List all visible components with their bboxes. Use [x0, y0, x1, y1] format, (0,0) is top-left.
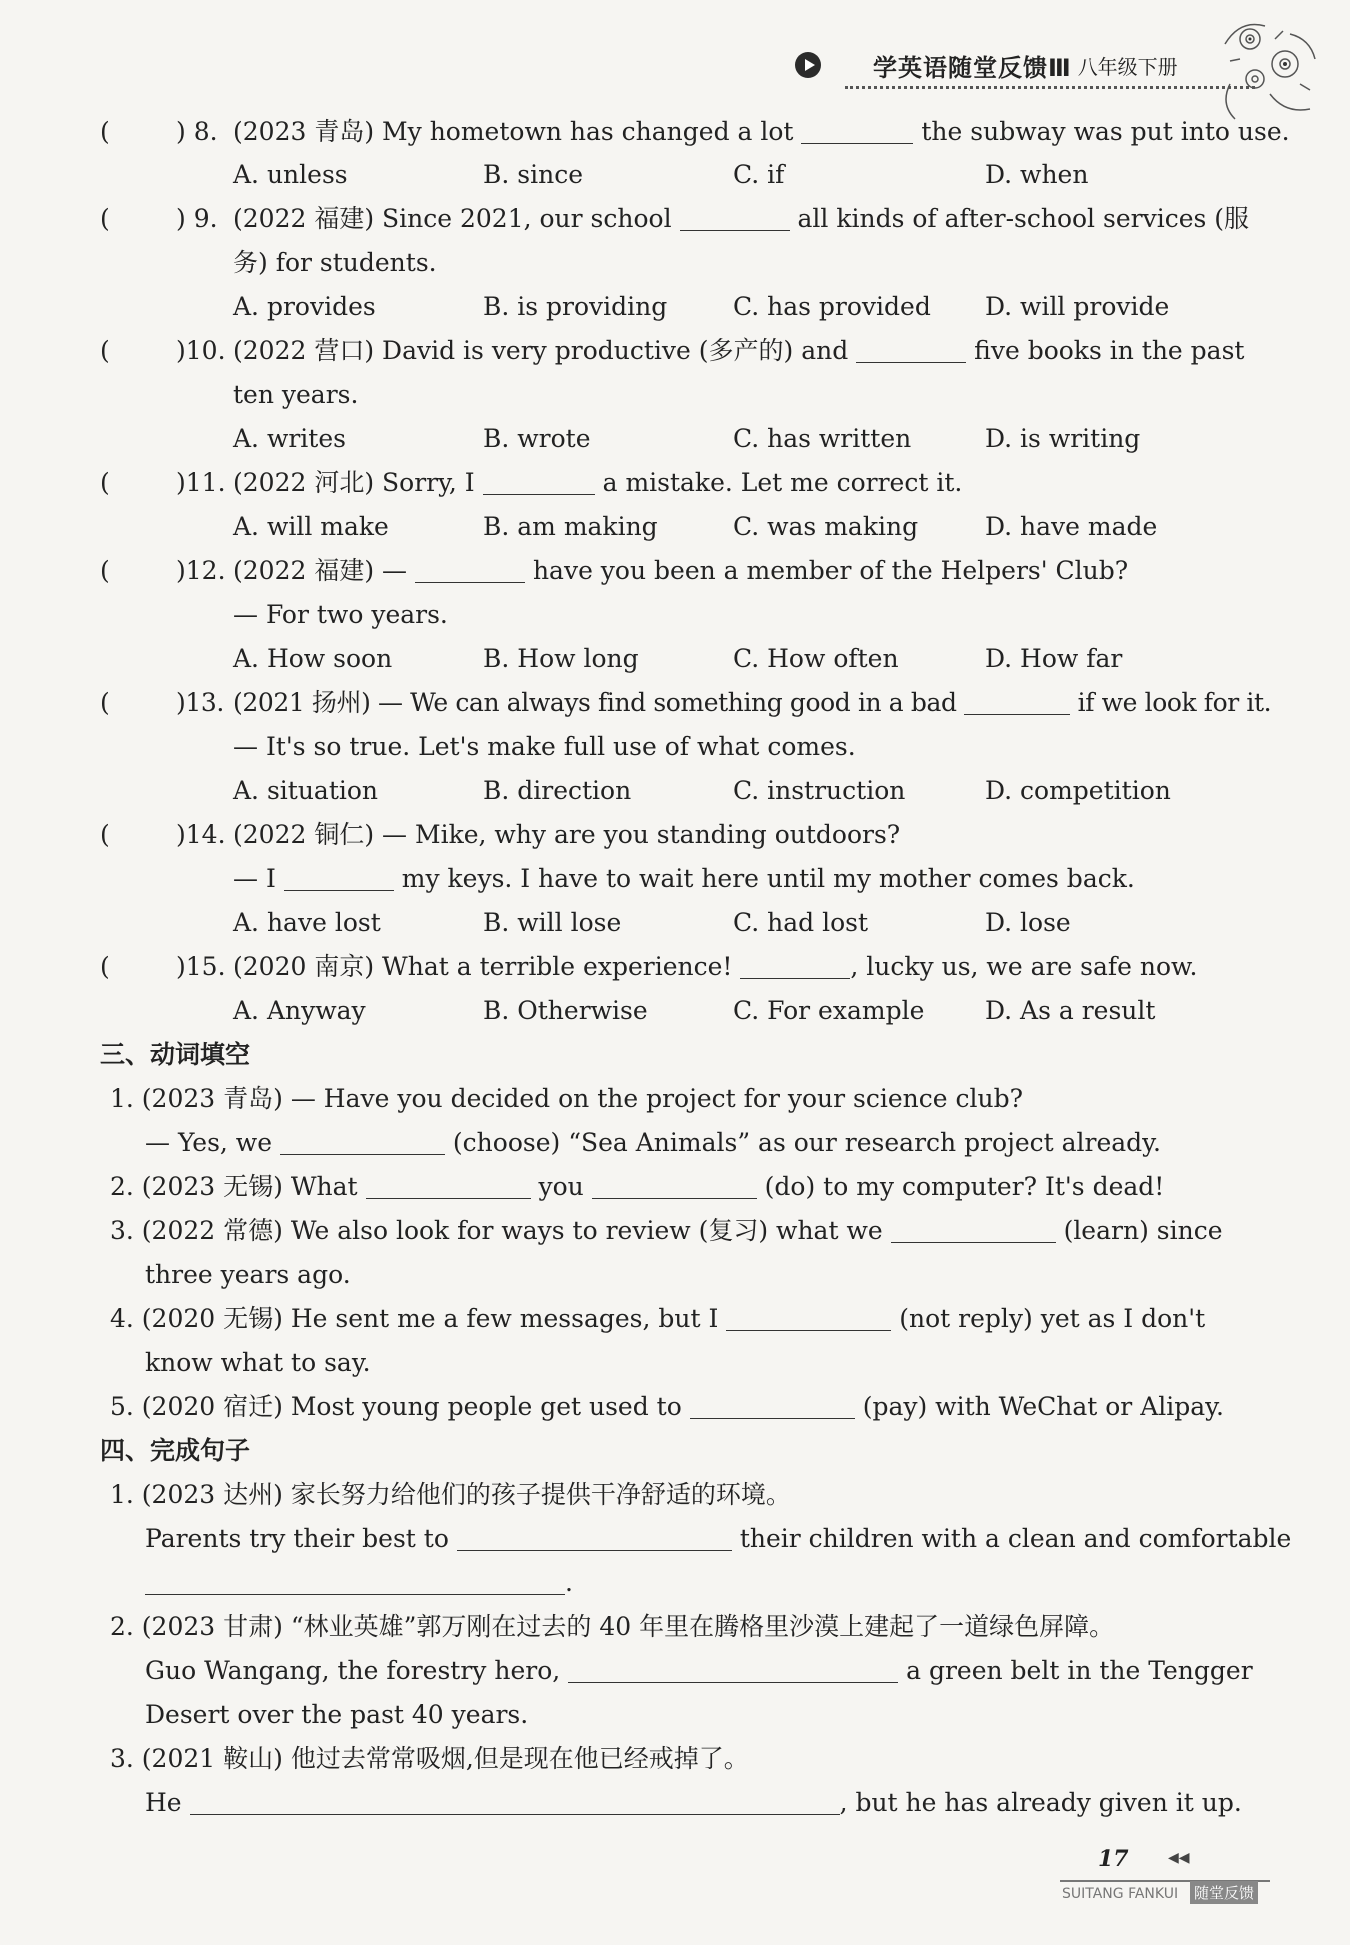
- translate-item-2-chinese: 2. (2023 甘肃) “林业英雄”郭万刚在过去的 40 年里在腾格里沙漠上建起了一道绿色屏障。: [110, 1612, 1115, 1641]
- option-d[interactable]: D. have made: [985, 512, 1158, 541]
- question-9-continued: 务) for students.: [233, 248, 437, 277]
- question-number: ) 9.: [176, 204, 218, 233]
- question-text: [233, 461, 962, 505]
- translate-item-1-english: [145, 1517, 1291, 1561]
- answer-paren-open: (: [100, 952, 110, 981]
- option-b[interactable]: B. is providing: [483, 292, 668, 321]
- option-b[interactable]: B. since: [483, 160, 583, 189]
- sentence-period: .: [565, 1568, 573, 1597]
- option-b[interactable]: B. direction: [483, 776, 632, 805]
- question-number: )12.: [176, 556, 226, 585]
- question-12-reply: — For two years.: [233, 600, 448, 629]
- answer-paren-open: (: [100, 556, 110, 585]
- question-10-continued: ten years.: [233, 380, 359, 409]
- page-header: [795, 44, 1178, 86]
- question-text: [233, 197, 1249, 241]
- fill-item-4: [110, 1297, 1205, 1341]
- answer-blank[interactable]: [726, 1304, 891, 1331]
- fill-item-2: [110, 1165, 1164, 1209]
- fill-item-1-reply: [145, 1121, 1161, 1165]
- answer-blank[interactable]: [568, 1656, 898, 1683]
- option-a[interactable]: A. writes: [233, 424, 346, 453]
- translate-item-1-chinese: 1. (2023 达州) 家长努力给他们的孩子提供干净舒适的环境。: [110, 1480, 791, 1509]
- option-c[interactable]: C. instruction: [733, 776, 906, 805]
- section-3-title: 三、动词填空: [100, 1040, 251, 1069]
- question-number: ) 8.: [176, 117, 218, 146]
- item-start: 3. (2022 常德) We also look for ways to review (复习) what we: [110, 1216, 883, 1245]
- reply-start: — Yes, we: [145, 1128, 272, 1157]
- answer-blank[interactable]: [366, 1172, 531, 1199]
- reply-end: (choose) “Sea Animals” as our research project already.: [452, 1128, 1161, 1157]
- translate-item-2-continued: Desert over the past 40 years.: [145, 1700, 529, 1729]
- item-end: (pay) with WeChat or Alipay.: [862, 1392, 1224, 1421]
- item-start: Guo Wangang, the forestry hero,: [145, 1656, 561, 1685]
- option-c[interactable]: C. How often: [733, 644, 899, 673]
- question-text: (2022 铜仁) — Mike, why are you standing outdoors?: [233, 820, 901, 849]
- answer-blank[interactable]: [680, 204, 790, 231]
- fill-item-5: [110, 1385, 1224, 1429]
- item-end: a green belt in the Tengger: [906, 1656, 1253, 1685]
- page-number: 17: [1098, 1846, 1129, 1872]
- item-end: (do) to my computer? It's dead!: [764, 1172, 1165, 1201]
- option-d[interactable]: D. competition: [985, 776, 1171, 805]
- fill-item-3: [110, 1209, 1223, 1253]
- question-stem-end: if we look for it.: [1077, 688, 1272, 717]
- option-b[interactable]: B. will lose: [483, 908, 622, 937]
- header-divider: [845, 86, 1255, 89]
- option-d[interactable]: D. is writing: [985, 424, 1141, 453]
- option-c[interactable]: C. was making: [733, 512, 919, 541]
- question-number: )15.: [176, 952, 226, 981]
- option-a[interactable]: A. provides: [233, 292, 376, 321]
- answer-paren-open: (: [100, 204, 110, 233]
- option-d[interactable]: D. How far: [985, 644, 1123, 673]
- answer-blank[interactable]: [483, 468, 595, 495]
- question-8: [100, 110, 1290, 154]
- question-text: [233, 945, 1197, 989]
- answer-blank[interactable]: [145, 1568, 565, 1595]
- question-stem: (2022 河北) Sorry, I: [233, 468, 475, 497]
- answer-blank[interactable]: [891, 1216, 1056, 1243]
- question-stem-end: a mistake. Let me correct it.: [602, 468, 963, 497]
- question-number: )14.: [176, 820, 226, 849]
- question-stem: (2022 营口) David is very productive (多产的) and: [233, 336, 849, 365]
- section-4-title: 四、完成句子: [100, 1436, 251, 1465]
- question-14-reply: [233, 857, 1135, 901]
- option-d[interactable]: D. As a result: [985, 996, 1156, 1025]
- reply-end: my keys. I have to wait here until my mother comes back.: [401, 864, 1135, 893]
- option-c[interactable]: C. has provided: [733, 292, 931, 321]
- question-number: )10.: [176, 336, 226, 365]
- item-start: 2. (2023 无锡) What: [110, 1172, 358, 1201]
- footer-brand-chinese: 随堂反馈: [1190, 1881, 1258, 1904]
- option-d[interactable]: D. when: [985, 160, 1089, 189]
- item-end: (learn) since: [1063, 1216, 1223, 1245]
- option-c[interactable]: C. has written: [733, 424, 912, 453]
- footer-brand-english: SUITANG FANKUI: [1062, 1886, 1179, 1902]
- item-start: 5. (2020 宿迁) Most young people get used to: [110, 1392, 682, 1421]
- question-text: [233, 110, 1290, 154]
- translate-item-3-english: [145, 1781, 1242, 1825]
- option-c[interactable]: C. if: [733, 160, 785, 189]
- answer-blank[interactable]: [457, 1524, 732, 1551]
- question-stem: (2022 福建) —: [233, 556, 408, 585]
- fill-item-3-continued: three years ago.: [145, 1260, 351, 1289]
- question-stem: (2020 南京) What a terrible experience!: [233, 952, 733, 981]
- question-stem-end: five books in the past: [974, 336, 1245, 365]
- item-start: 4. (2020 无锡) He sent me a few messages, but I: [110, 1304, 719, 1333]
- question-text: [233, 329, 1244, 373]
- question-text: [233, 681, 1271, 725]
- fill-item-4-continued: know what to say.: [145, 1348, 371, 1377]
- option-b[interactable]: B. wrote: [483, 424, 591, 453]
- answer-paren-open: (: [100, 468, 110, 497]
- question-number: )11.: [176, 468, 226, 497]
- item-start: Parents try their best to: [145, 1524, 449, 1553]
- answer-blank[interactable]: [415, 556, 525, 583]
- question-stem-end: the subway was put into use.: [921, 117, 1290, 146]
- translate-item-3-chinese: 3. (2021 鞍山) 他过去常常吸烟,但是现在他已经戒掉了。: [110, 1744, 749, 1773]
- answer-blank[interactable]: [740, 952, 850, 979]
- answer-paren-open: (: [100, 688, 110, 717]
- option-a[interactable]: A. situation: [233, 776, 379, 805]
- option-c[interactable]: C. For example: [733, 996, 925, 1025]
- answer-blank[interactable]: [592, 1172, 757, 1199]
- translate-item-1-continued: [145, 1561, 573, 1605]
- item-end: (not reply) yet as I don't: [899, 1304, 1206, 1333]
- option-a[interactable]: A. will make: [233, 512, 389, 541]
- question-number: )13.: [176, 688, 224, 717]
- question-10: [100, 329, 1245, 373]
- question-13: [100, 681, 1272, 725]
- option-d[interactable]: D. will provide: [985, 292, 1170, 321]
- option-b[interactable]: B. am making: [483, 512, 658, 541]
- question-text: [233, 549, 1128, 593]
- answer-paren-open: (: [100, 336, 110, 365]
- option-c[interactable]: C. had lost: [733, 908, 869, 937]
- answer-blank[interactable]: [190, 1788, 840, 1815]
- header-subtitle: 八年级下册: [1077, 54, 1178, 79]
- question-9: [100, 197, 1250, 241]
- question-stem: (2022 福建) Since 2021, our school: [233, 204, 672, 233]
- reply-start: — I: [233, 864, 276, 893]
- answer-blank[interactable]: [284, 864, 394, 891]
- item-start: He: [145, 1788, 182, 1817]
- fill-item-1: 1. (2023 青岛) — Have you decided on the project for your science club?: [110, 1084, 1023, 1113]
- option-a[interactable]: A. have lost: [233, 908, 381, 937]
- item-mid: you: [538, 1172, 584, 1201]
- question-13-reply: — It's so true. Let's make full use of what comes.: [233, 732, 856, 761]
- option-a[interactable]: A. Anyway: [233, 996, 366, 1025]
- answer-blank[interactable]: [856, 336, 966, 363]
- question-14: [100, 813, 901, 857]
- option-b[interactable]: B. How long: [483, 644, 639, 673]
- question-stem: (2021 扬州) — We can always find something good in a bad: [233, 688, 957, 717]
- play-icon: [795, 52, 821, 78]
- answer-blank[interactable]: [801, 117, 913, 144]
- question-stem: (2023 青岛) My hometown has changed a lot: [233, 117, 794, 146]
- option-a[interactable]: A. unless: [233, 160, 348, 189]
- question-15: [100, 945, 1198, 989]
- question-stem-end: all kinds of after-school services (服: [797, 204, 1250, 233]
- answer-blank[interactable]: [690, 1392, 855, 1419]
- answer-paren-open: (: [100, 117, 110, 146]
- option-b[interactable]: B. Otherwise: [483, 996, 648, 1025]
- option-d[interactable]: D. lose: [985, 908, 1071, 937]
- question-stem-end: have you been a member of the Helpers' Club?: [532, 556, 1129, 585]
- double-arrow-icon: ◀◀: [1168, 1850, 1190, 1866]
- answer-paren-open: (: [100, 820, 110, 849]
- option-a[interactable]: A. How soon: [233, 644, 393, 673]
- translate-item-2-english: [145, 1649, 1253, 1693]
- item-end: , but he has already given it up.: [839, 1788, 1242, 1817]
- answer-blank[interactable]: [280, 1128, 445, 1155]
- item-end: their children with a clean and comfortable: [739, 1524, 1292, 1553]
- header-title: 学英语随堂反馈Ⅲ: [873, 53, 1072, 82]
- question-12: [100, 549, 1129, 593]
- question-11: [100, 461, 963, 505]
- question-stem-end: , lucky us, we are safe now.: [850, 952, 1198, 981]
- answer-blank[interactable]: [964, 688, 1070, 715]
